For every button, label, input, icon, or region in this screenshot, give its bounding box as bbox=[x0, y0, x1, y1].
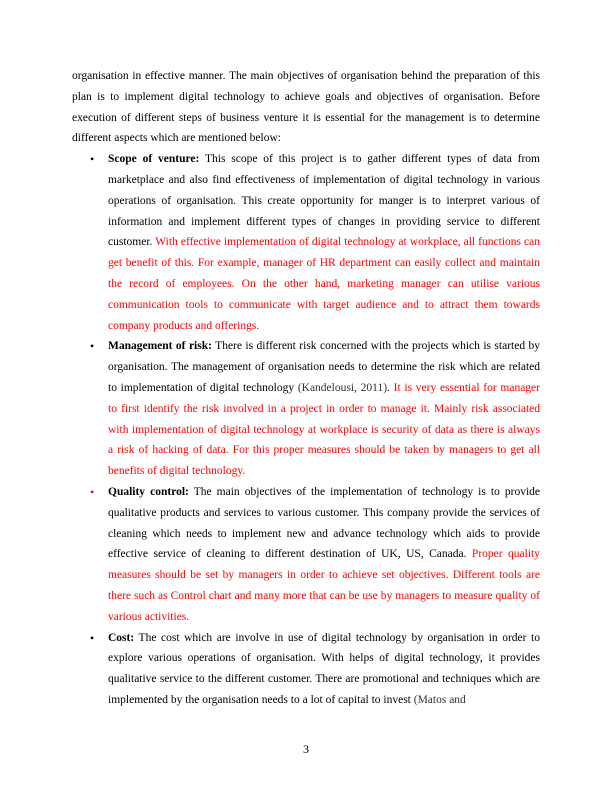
item-red-text: It is very essential for manager to first identify the risk involved in a project in order to manage it. Mainly risk associated with implementation of digital technology at workplace is security of data as there is always a risk of hacking of data. For this proper measures should be taken by managers to get all benefits of digital technology. bbox=[108, 381, 540, 478]
bullet-icon: • bbox=[90, 339, 95, 354]
item-heading: Cost: bbox=[108, 631, 135, 644]
list-item-scope-of-venture bbox=[72, 149, 540, 336]
item-red-text: Proper quality measures should be set by managers in order to achieve set objectives. Different tools are there such as Control chart and many more that can be use by managers to measure quality of various activities. bbox=[108, 548, 540, 623]
citation: (Matos and bbox=[413, 693, 466, 706]
bullet-list bbox=[72, 149, 540, 711]
item-heading: Quality control: bbox=[108, 485, 189, 498]
intro-paragraph: organisation in effective manner. The main objectives of organisation behind the preparation of this plan is to implement digital technology to achieve goals and objectives of organisation. Before execution of different steps of business venture it is essential for the management is to determine different aspects which are mentioned below: bbox=[72, 70, 540, 145]
list-item-quality-control bbox=[72, 482, 540, 628]
item-text: The main objectives of the implementation of technology is to provide qualitative products and services to various customer. This company provide the services of cleaning which needs to implement new and advance technology which aids to provide effective service of cleaning to different destination of UK, US, Canada. bbox=[108, 485, 540, 561]
document-body bbox=[72, 66, 540, 711]
item-text: This scope of this project is to gather different types of data from marketplace and also find effectiveness of implementation of digital technology in various operations of organisation. This create opportunity for manger is to interpret various of information and implement different types of changes in providing service to different customer. bbox=[108, 153, 541, 249]
list-item-management-of-risk bbox=[72, 336, 540, 482]
bullet-icon: • bbox=[90, 152, 95, 167]
item-text: The cost which are involve in use of digital technology by organisation in order to explore various operations of organisation. With helps of digital technology, it provides qualitative service to the different customer. There are promotional and techniques which are implemented by the organisation needs to a lot of capital to invest bbox=[108, 631, 540, 706]
item-heading: Scope of venture: bbox=[108, 153, 200, 166]
item-heading: Management of risk: bbox=[108, 340, 212, 353]
item-text-after-citation: . bbox=[387, 381, 394, 394]
bullet-icon: • bbox=[90, 630, 95, 645]
citation: (Kandelousi, 2011) bbox=[297, 381, 388, 394]
page-number: 3 bbox=[303, 742, 309, 756]
item-red-text: With effective implementation of digital technology at workplace, all functions can get benefit of this. For example, manager of HR department can easily collect and maintain the record of employees. On the other hand, marketing manager can utilise various communication tools to communicate with target audience and to attract them towards company products and offerings. bbox=[108, 236, 541, 332]
list-item-cost bbox=[72, 628, 540, 711]
item-text: There is different risk concerned with the projects which is started by organisation. The management of organisation needs to determine the risk which are related to implementation of digital technology bbox=[108, 340, 541, 394]
bullet-icon: • bbox=[90, 484, 95, 499]
